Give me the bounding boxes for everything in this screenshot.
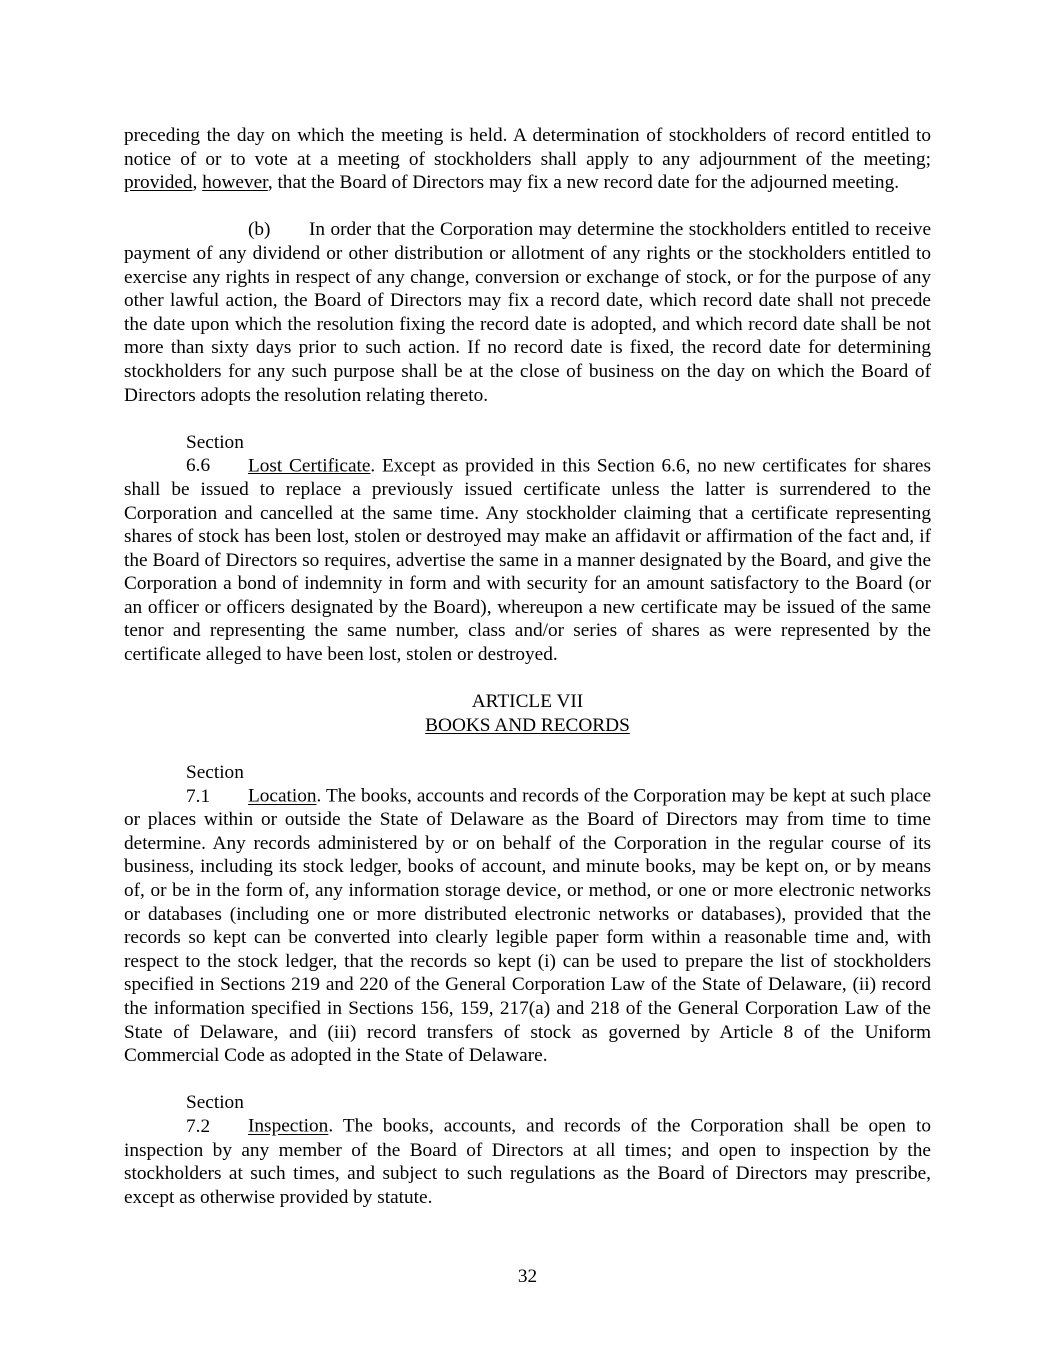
section-text: . Except as provided in this Section 6.6, no new certificates for shares shall be issued to replace a previously issued certificate unless the latter is surrendered to the Corporation and cancelled at the same time. Any stockholder claiming that a certificate representing shares of stock has been lost, stolen or destroyed may make an affidavit or affirmation of the fact and, if the Board of Directors so requires, advertise the same in a manner designated by the Board, and give the Corporation a bond of indemnity in form and with security for an amount satisfactory to the Board (or an officer or officers designated by the Board), whereupon a new certificate may be issued of the same tenor and representing the same number, class and/or series of shares as were represented by the certificate alleged to have been lost, stolen or destroyed.	[124, 455, 931, 666]
article-heading	[124, 690, 931, 737]
section-6-6	[124, 431, 931, 667]
separator: ,	[192, 172, 203, 194]
section-number: Section 7.1	[186, 762, 244, 807]
underlined-term-provided: provided	[124, 172, 193, 194]
paragraph-text: preceding the day on which the meeting is held. A determination of stockholders of record entitled to notice of or to vote at a meeting of stockholders shall apply to any adjournment of the meeting;	[124, 125, 931, 170]
section-text: . The books, accounts and records of the Corporation may be kept at such place or places within or outside the State of Delaware as the Board of Directors may from time to time determine. Any records administered by or on behalf of the Corporation in the regular course of its business, including its stock ledger, books of account, and minute books, may be kept on, or by means of, or be in the form of, any information storage device, or method, or one or more electronic networks or databases (including one or more distributed electronic networks or databases), provided that the records so kept can be converted into clearly legible paper form within a reasonable time and, with respect to the stock ledger, that the records so kept (i) can be used to prepare the list of stockholders specified in Sections 219 and 220 of the General Corporation Law of the State of Delaware, (ii) record the information specified in Sections 156, 159, 217(a) and 218 of the General Corporation Law of the State of Delaware, and (iii) record transfers of stock as governed by Article 8 of the Uniform Commercial Code as adopted in the State of Delaware.	[124, 785, 931, 1067]
section-number: Section 6.6	[186, 431, 244, 477]
subsection-label: (b)	[248, 219, 271, 241]
article-title: BOOKS AND RECORDS	[425, 714, 630, 736]
article-title-wrap	[124, 714, 931, 738]
paragraph-text: , that the Board of Directors may fix a new record date for the adjourned meeting.	[267, 172, 900, 194]
section-7-1	[124, 761, 931, 1068]
section-title: Location	[248, 785, 317, 807]
section-7-2	[124, 1091, 931, 1209]
section-title: Inspection	[248, 1115, 329, 1137]
paragraph-record-date-continuation	[124, 124, 931, 195]
section-number: Section 7.2	[186, 1092, 244, 1137]
paragraph-b	[124, 218, 931, 407]
page-number: 32	[517, 1266, 538, 1287]
underlined-term-however: however	[202, 172, 268, 194]
article-number: ARTICLE VII	[471, 691, 584, 713]
section-text: . The books, accounts, and records of the Corporation shall be open to inspection by any member of the Board of Directors at all times; and open to inspection by the stockholders at such times, and subject to such regulations as the Board of Directors may prescribe, except as otherwise provided by statute.	[124, 1115, 931, 1208]
section-title: Lost Certificate	[248, 455, 371, 477]
document-page	[124, 124, 931, 1209]
paragraph-text: In order that the Corporation may determine the stockholders entitled to receive payment of any dividend or other distribution or allotment of any rights or the stockholders entitled to exercise any rights in respect of any change, conversion or exchange of stock, or for the purpose of any other lawful action, the Board of Directors may fix a record date, which record date shall not precede the date upon which the resolution fixing the record date is adopted, and which record date shall be not more than sixty days prior to such action. If no record date is fixed, the record date for determining stockholders for any such purpose shall be at the close of business on the day on which the Board of Directors adopts the resolution relating thereto.	[124, 219, 931, 406]
